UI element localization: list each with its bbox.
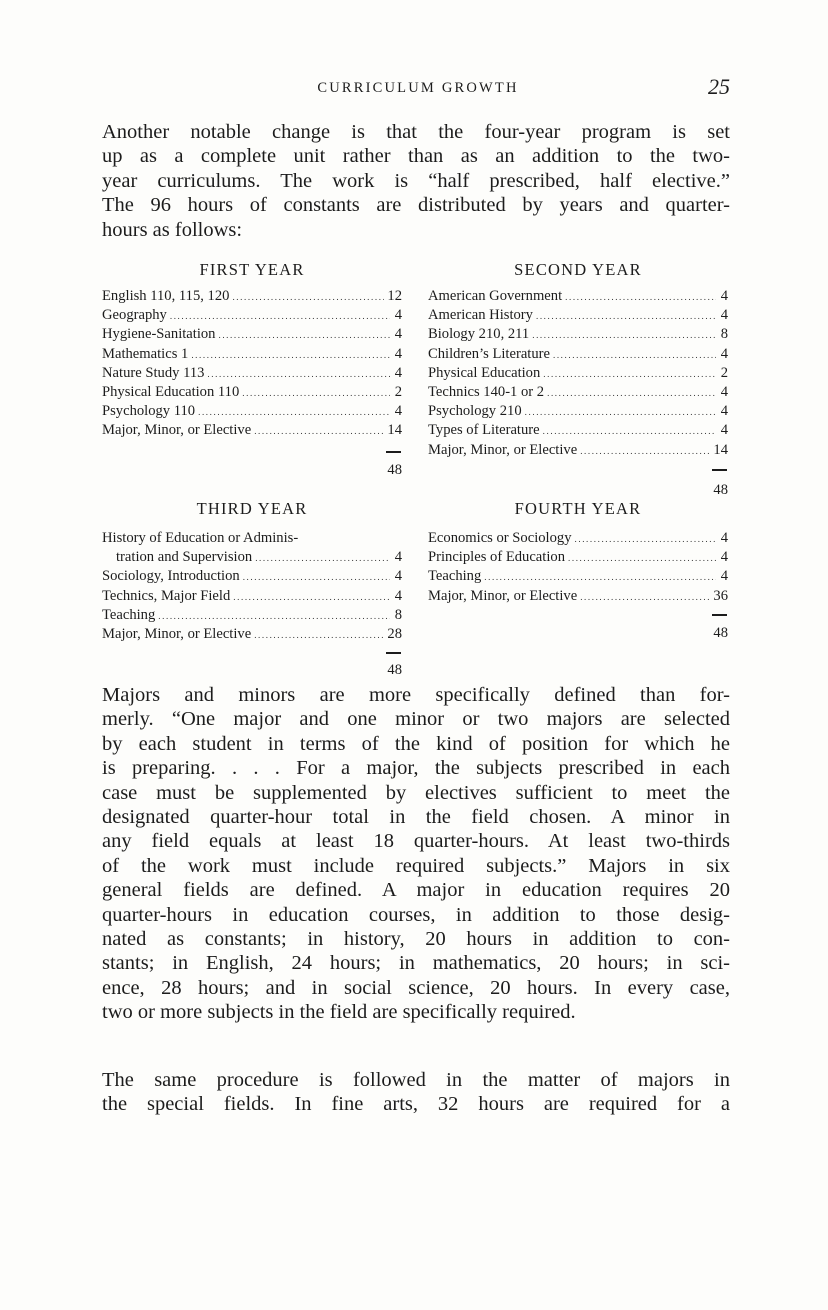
leader-dots <box>525 403 716 422</box>
course-row <box>102 567 402 586</box>
course-name: Major, Minor, or Elective <box>428 441 578 458</box>
first-year-list <box>102 287 402 441</box>
course-hours: 28 <box>387 625 402 642</box>
text-line: quarter-hours in education courses, in addition to those desig- <box>102 903 730 926</box>
course-row <box>428 567 728 586</box>
leader-dots <box>254 626 384 645</box>
course-hours: 8 <box>394 606 402 623</box>
course-row <box>102 548 402 567</box>
text-line: up as a complete unit rather than as an addition to the two- <box>102 145 730 168</box>
course-row <box>102 402 402 421</box>
course-name: Economics or Sociology <box>428 530 572 546</box>
course-name: Types of Literature <box>428 422 540 439</box>
course-row <box>428 548 728 567</box>
text-line: ence, 28 hours; and in social science, 20 hours. In every case, <box>102 976 730 999</box>
leader-dots <box>547 384 716 403</box>
text-line: merly. “One major and one minor or two majors are selected <box>102 708 730 731</box>
course-row <box>428 587 728 606</box>
course-row <box>102 383 402 402</box>
course-hours: 12 <box>387 288 402 304</box>
course-name: Geography <box>102 307 167 324</box>
course-row <box>102 306 402 325</box>
leader-dots <box>565 288 716 307</box>
course-row <box>102 587 402 606</box>
course-row <box>102 364 402 383</box>
course-name: American History <box>428 307 533 324</box>
sum-rule <box>386 652 401 654</box>
course-hours: 4 <box>394 345 402 362</box>
text-line: stants; in English, 24 hours; in mathematics, 20 hours; in sci- <box>102 952 730 975</box>
course-name: Hygiene-Sanitation <box>102 326 216 343</box>
leader-dots <box>254 422 384 441</box>
leader-dots <box>568 549 716 568</box>
leader-dots <box>242 384 390 403</box>
course-row <box>428 364 728 383</box>
course-row <box>428 402 728 421</box>
course-name: Physical Education <box>428 364 541 381</box>
course-name: Psychology 210 <box>428 403 522 420</box>
leader-dots <box>532 326 716 345</box>
leader-dots <box>243 568 390 587</box>
course-name: Technics 140-1 or 2 <box>428 383 545 400</box>
course-hours: 36 <box>713 587 728 604</box>
course-hours: 4 <box>720 307 728 324</box>
course-hours: 4 <box>394 549 402 566</box>
course-hours: 4 <box>720 530 728 546</box>
leader-dots <box>543 422 716 441</box>
leader-dots <box>191 346 390 365</box>
leader-dots <box>198 403 390 422</box>
course-name: Teaching <box>102 606 156 623</box>
course-hours: 4 <box>720 403 728 420</box>
leader-dots <box>580 588 710 607</box>
course-hours: 4 <box>720 345 728 362</box>
text-line: two or more subjects in the field are specifically required. <box>102 1001 576 1024</box>
leader-dots <box>484 568 716 587</box>
sum-rule <box>712 614 727 616</box>
course-hours: 14 <box>387 422 402 439</box>
intro-paragraph <box>102 120 730 242</box>
first-year-title: FIRST YEAR <box>199 260 305 279</box>
sum-rule <box>712 469 727 471</box>
second-year-list <box>428 287 728 460</box>
course-name: Nature Study 113 <box>102 364 205 381</box>
course-hours: 4 <box>720 288 728 304</box>
course-row <box>102 606 402 625</box>
course-hours: 4 <box>394 568 402 585</box>
course-hours: 4 <box>394 326 402 343</box>
leader-dots <box>255 549 390 568</box>
text-line: hours as follows: <box>102 218 243 241</box>
course-row <box>428 345 728 364</box>
course-name: Major, Minor, or Elective <box>102 625 252 642</box>
first-year-total: 48 <box>387 462 402 478</box>
course-row <box>428 441 728 460</box>
fourth-year-title: FOURTH YEAR <box>514 499 642 518</box>
course-name: English 110, 115, 120 <box>102 288 230 304</box>
course-name: History of Education or Adminis- <box>102 530 299 546</box>
course-hours: 2 <box>394 383 402 400</box>
course-hours: 4 <box>394 587 402 604</box>
course-name: Major, Minor, or Elective <box>428 587 578 604</box>
text-line: designated quarter-hour total in the field chosen. A minor in <box>102 806 730 829</box>
page-number: 25 <box>708 74 730 99</box>
course-hours: 4 <box>720 422 728 439</box>
course-row <box>102 287 402 306</box>
course-name: Teaching <box>428 568 482 585</box>
leader-dots <box>232 288 384 307</box>
course-hours: 4 <box>394 364 402 381</box>
text-line: The 96 hours of constants are distributed by years and quarter- <box>102 194 730 217</box>
course-hours: 4 <box>394 307 402 324</box>
third-year-title: THIRD YEAR <box>196 499 308 518</box>
course-hours: 4 <box>394 403 402 420</box>
course-hours: 8 <box>720 326 728 343</box>
text-line: nated as constants; in history, 20 hours in addition to con- <box>102 928 730 951</box>
course-row <box>428 529 728 548</box>
leader-dots <box>233 588 390 607</box>
fourth-year-list <box>428 529 728 606</box>
leader-dots <box>218 326 390 345</box>
course-name: Major, Minor, or Elective <box>102 422 252 439</box>
course-name: Mathematics 1 <box>102 345 189 362</box>
course-row <box>428 325 728 344</box>
text-line: of the work must include required subjects.” Majors in six <box>102 854 730 877</box>
course-hours: 4 <box>720 549 728 566</box>
course-name: American Government <box>428 288 563 304</box>
running-head <box>100 74 736 106</box>
course-row <box>102 529 402 548</box>
course-name: Sociology, Introduction <box>102 568 240 585</box>
course-name: Children’s Literature <box>428 345 550 362</box>
third-year-list <box>102 529 402 644</box>
leader-dots <box>543 365 716 384</box>
text-line: The same procedure is followed in the matter of majors in <box>102 1069 730 1091</box>
course-name: Biology 210, 211 <box>428 326 530 343</box>
course-row <box>428 421 728 440</box>
special-fields-paragraph <box>102 1068 730 1117</box>
leader-dots <box>207 365 390 384</box>
course-hours: 14 <box>713 441 728 458</box>
course-name: Technics, Major Field <box>102 587 231 604</box>
course-name: Principles of Education <box>428 549 565 566</box>
course-hours: 4 <box>720 383 728 400</box>
text-line: by each student in terms of the kind of position for which he <box>102 732 730 755</box>
course-hours: 4 <box>720 568 728 585</box>
course-row <box>428 287 728 306</box>
course-row <box>102 325 402 344</box>
leader-dots <box>575 530 717 549</box>
course-row <box>102 421 402 440</box>
leader-dots <box>580 442 710 461</box>
running-title: CURRICULUM GROWTH <box>317 80 519 96</box>
sum-rule <box>386 451 401 453</box>
text-line: the special fields. In fine arts, 32 hours are required for a <box>102 1093 730 1116</box>
course-name: tration and Supervision <box>116 549 253 566</box>
course-row <box>102 345 402 364</box>
text-line: general fields are defined. A major in education requires 20 <box>102 879 730 902</box>
course-hours: 2 <box>720 364 728 381</box>
course-row <box>428 306 728 325</box>
text-line: any field equals at least 18 quarter-hours. At least two-thirds <box>102 830 730 853</box>
text-line: Majors and minors are more specifically defined than for- <box>102 684 730 706</box>
text-line: Another notable change is that the four-year program is set <box>102 121 730 143</box>
leader-dots <box>536 307 716 326</box>
majors-paragraph <box>102 683 730 1025</box>
second-year-total: 48 <box>713 482 728 498</box>
course-name: Physical Education 110 <box>102 383 240 400</box>
leader-dots <box>158 607 390 626</box>
course-name: Psychology 110 <box>102 403 196 420</box>
text-line: is preparing. . . . For a major, the subjects prescribed in each <box>102 757 730 780</box>
second-year-title: SECOND YEAR <box>514 260 642 279</box>
course-row <box>428 383 728 402</box>
text-line: case must be supplemented by electives sufficient to meet the <box>102 781 730 804</box>
leader-dots <box>553 346 716 365</box>
course-row <box>102 625 402 644</box>
text-line: year curriculums. The work is “half prescribed, half elective.” <box>102 169 730 192</box>
fourth-year-total: 48 <box>713 625 728 641</box>
third-year-total: 48 <box>387 662 402 678</box>
leader-dots <box>170 307 390 326</box>
